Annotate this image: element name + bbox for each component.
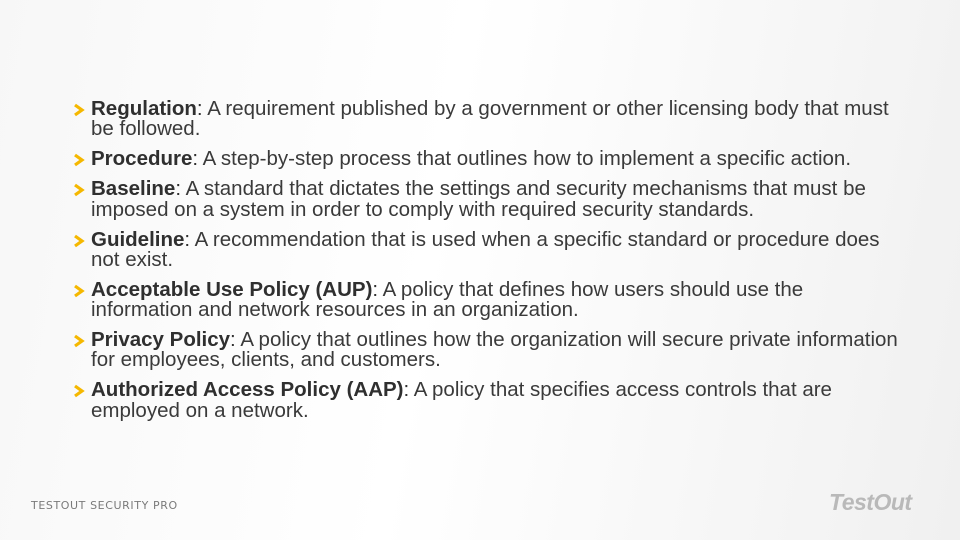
list-item [70, 380, 900, 421]
term-regulation: Regulation [91, 97, 197, 120]
list-item [70, 179, 900, 220]
term-separator: : [372, 277, 379, 301]
term-procedure: Procedure [91, 147, 193, 171]
term-baseline: Baseline [91, 177, 176, 201]
term-authorized-access-policy: Authorized Access Policy (AAP) [91, 378, 404, 402]
list-item [70, 149, 900, 169]
definition-text: A recommendation that is used when a specific standard or procedure does not exist. [91, 227, 880, 271]
term-separator: : [184, 227, 191, 251]
list-item [70, 330, 900, 371]
term-separator: : [403, 378, 410, 402]
testout-logo: TestOut [829, 489, 912, 515]
term-separator: : [192, 147, 199, 171]
term-separator: : [196, 97, 203, 120]
definition-text: A step-by-step process that outlines how to implement a specific action. [198, 147, 852, 171]
term-separator: : [175, 177, 182, 201]
chevron-right-icon [72, 284, 86, 298]
chevron-right-icon [72, 153, 86, 167]
list-item [70, 227, 900, 271]
definition-text: A requirement published by a government or other licensing body that must be followed. [91, 97, 889, 141]
term-separator: : [230, 328, 236, 352]
definition-text: A policy that defines how users should use the information and network resources in an organization. [91, 277, 804, 322]
list-item [70, 277, 900, 322]
chevron-right-icon [72, 384, 86, 398]
definition-text: A policy that outlines how the organization will secure private information for employees, clients, and customers. [91, 328, 898, 372]
list-item [70, 99, 900, 140]
chevron-right-icon [72, 234, 86, 248]
chevron-right-icon [72, 334, 86, 348]
definition-text: A standard that dictates the settings and security mechanisms that must be imposed on a system in order to comply with required security standards. [91, 177, 866, 221]
definition-text: A policy that specifies access controls that are employed on a network. [91, 378, 832, 422]
term-privacy-policy: Privacy Policy [91, 328, 231, 352]
definition-list [70, 99, 900, 431]
term-acceptable-use-policy: Acceptable Use Policy (AUP) [91, 277, 373, 301]
chevron-right-icon [72, 103, 86, 117]
chevron-right-icon [72, 183, 86, 197]
footer-course-label: TESTOUT SECURITY PRO [31, 499, 178, 512]
term-guideline: Guideline [91, 227, 185, 251]
